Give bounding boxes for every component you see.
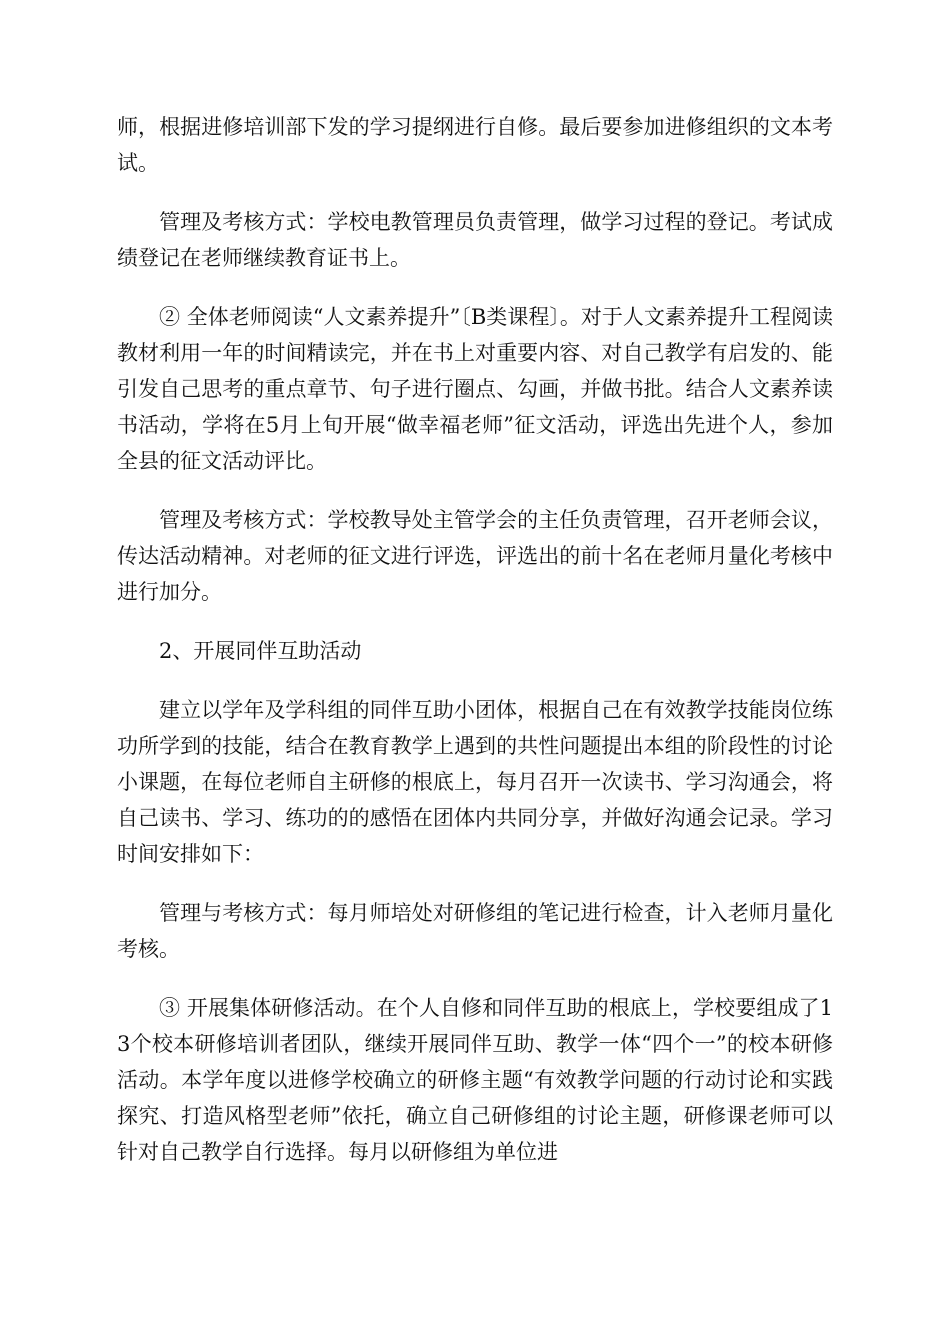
paragraph-3: ② 全体老师阅读“人文素养提升”〔B类课程〕。对于人文素养提升工程阅读教材利用一年的时间精读完，并在书上对重要内容、对自己教学有启发的、能引发自己思考的重点章节、句子进行圈点、勾画，并做书批。结合人文素养读书活动，学将在5月上旬开展“做幸福老师”征文活动，评选出先进个人，参加全县的征文活动评比。 <box>117 305 833 473</box>
paragraph-8: ③ 开展集体研修活动。在个人自修和同伴互助的根底上，学校要组成了13个校本研修培训者团队，继续开展同伴互助、教学一体“四个一”的校本研修活动。本学年度以进修学校确立的研修主题“有效教学问题的行动讨论和实践探究、打造风格型老师”依托，确立自己研修组的讨论主题，研修课老师可以针对自己教学自行选择。每月以研修组为单位进 <box>117 996 833 1164</box>
paragraph-7: 管理与考核方式：每月师培处对研修组的笔记进行检查，计入老师月量化考核。 <box>117 901 833 961</box>
document-body <box>117 109 833 1193</box>
paragraph-4: 管理及考核方式：学校教导处主管学会的主任负责管理，召开老师会议，传达活动精神。对老师的征文进行评选，评选出的前十名在老师月量化考核中进行加分。 <box>117 508 833 604</box>
paragraph-6: 建立以学年及学科组的同伴互助小团体，根据自己在有效教学技能岗位练功所学到的技能，结合在教育教学上遇到的共性问题提出本组的阶段性的讨论小课题，在每位老师自主研修的根底上，每月召开一次读书、学习沟通会，将自己读书、学习、练功的的感悟在团体内共同分享，并做好沟通会记录。学习时间安排如下： <box>117 698 833 866</box>
paragraph-1: 师，根据进修培训部下发的学习提纲进行自修。最后要参加进修组织的文本考试。 <box>117 115 833 175</box>
section-heading: 2、开展同伴互助活动 <box>159 639 362 663</box>
paragraph-2: 管理及考核方式：学校电教管理员负责管理，做学习过程的登记。考试成绩登记在老师继续教育证书上。 <box>117 210 833 270</box>
